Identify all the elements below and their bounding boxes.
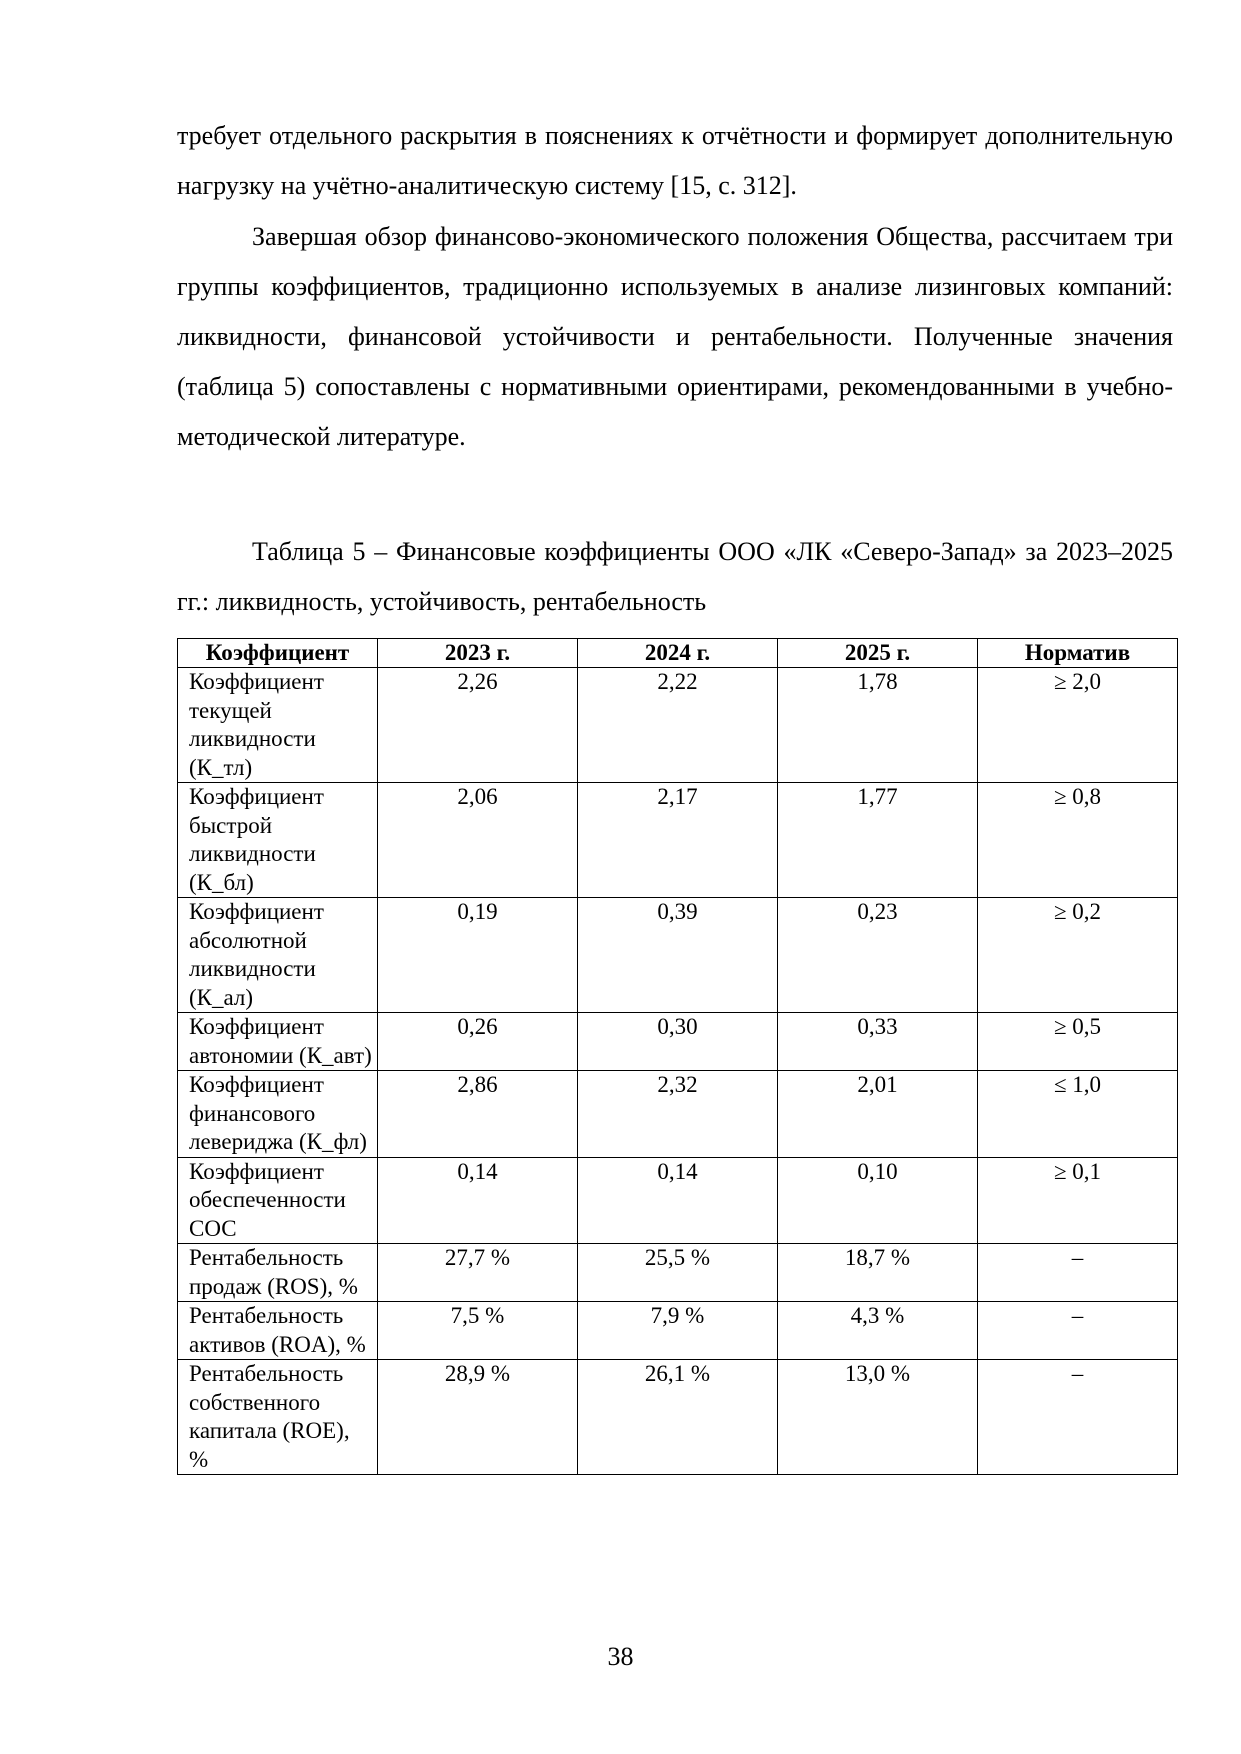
table-header-row: [178, 639, 1178, 668]
value-norm: –: [978, 1302, 1178, 1360]
table-row: [178, 668, 1178, 783]
row-name: Коэффициент автономии (К_авт): [178, 1013, 378, 1071]
row-name: Коэффициент обеспеченности СОС: [178, 1157, 378, 1244]
value-2024: 25,5 %: [578, 1244, 778, 1302]
column-header-norm: Норматив: [978, 639, 1178, 668]
value-2025: 0,23: [778, 898, 978, 1013]
column-header-2024: 2024 г.: [578, 639, 778, 668]
value-2024: 7,9 %: [578, 1302, 778, 1360]
row-name: Коэффициент быстрой ликвидности (К_бл): [178, 783, 378, 898]
row-name: Коэффициент абсолютной ликвидности (К_ал): [178, 898, 378, 1013]
value-2024: 2,22: [578, 668, 778, 783]
paragraph-continuation: требует отдельного раскрытия в пояснениях к отчётности и формирует дополнительную нагрузку на учётно-аналитическую систему [15, с. 312].: [177, 121, 1173, 200]
value-2023: 28,9 %: [378, 1360, 578, 1475]
value-2024: 2,32: [578, 1071, 778, 1158]
value-2023: 2,26: [378, 668, 578, 783]
table-row: [178, 898, 1178, 1013]
value-norm: –: [978, 1360, 1178, 1475]
row-name: Рентабельность активов (ROA), %: [178, 1302, 378, 1360]
value-norm: ≥ 2,0: [978, 668, 1178, 783]
value-2023: 0,19: [378, 898, 578, 1013]
paragraph-coefficients-intro: Завершая обзор финансово-экономического положения Общества, рассчитаем три группы коэффициентов, традиционно используемых в анализе лизинговых компаний: ликвидности, финансовой устойчивости и рентабельности. Полученные значения (таблица 5) сопоставлены с нормативными ориентирами, рекомендованными в учебно-методической литературе.: [177, 222, 1173, 451]
value-2024: 0,30: [578, 1013, 778, 1071]
value-2023: 2,06: [378, 783, 578, 898]
table-row: [178, 1244, 1178, 1302]
value-2024: 0,39: [578, 898, 778, 1013]
value-2025: 13,0 %: [778, 1360, 978, 1475]
value-2024: 26,1 %: [578, 1360, 778, 1475]
financial-ratios-table: [177, 638, 1178, 1475]
value-2025: 1,78: [778, 668, 978, 783]
value-2025: 18,7 %: [778, 1244, 978, 1302]
row-name: Коэффициент финансового левериджа (К_фл): [178, 1071, 378, 1158]
value-2024: 0,14: [578, 1157, 778, 1244]
value-norm: ≥ 0,1: [978, 1157, 1178, 1244]
value-norm: ≤ 1,0: [978, 1071, 1178, 1158]
value-2025: 0,10: [778, 1157, 978, 1244]
table-row: [178, 1071, 1178, 1158]
value-2025: 4,3 %: [778, 1302, 978, 1360]
value-norm: ≥ 0,5: [978, 1013, 1178, 1071]
column-header-coefficient: Коэффициент: [178, 639, 378, 668]
value-2025: 1,77: [778, 783, 978, 898]
value-2023: 0,14: [378, 1157, 578, 1244]
column-header-2025: 2025 г.: [778, 639, 978, 668]
table-row: [178, 1013, 1178, 1071]
value-2023: 27,7 %: [378, 1244, 578, 1302]
row-name: Коэффициент текущей ликвидности (К_тл): [178, 668, 378, 783]
table-row: [178, 1302, 1178, 1360]
row-name: Рентабельность продаж (ROS), %: [178, 1244, 378, 1302]
row-name: Рентабельность собственного капитала (ROE), %: [178, 1360, 378, 1475]
value-2025: 2,01: [778, 1071, 978, 1158]
table-row: [178, 1360, 1178, 1475]
value-2025: 0,33: [778, 1013, 978, 1071]
value-2024: 2,17: [578, 783, 778, 898]
column-header-2023: 2023 г.: [378, 639, 578, 668]
value-norm: ≥ 0,8: [978, 783, 1178, 898]
value-2023: 7,5 %: [378, 1302, 578, 1360]
value-2023: 2,86: [378, 1071, 578, 1158]
table-row: [178, 783, 1178, 898]
page-number: 38: [607, 1642, 634, 1671]
value-norm: ≥ 0,2: [978, 898, 1178, 1013]
table-caption: Таблица 5 – Финансовые коэффициенты ООО «ЛК «Северо-Запад» за 2023–2025 гг.: ликвидность, устойчивость, рентабельность: [177, 537, 1173, 616]
table-row: [178, 1157, 1178, 1244]
value-norm: –: [978, 1244, 1178, 1302]
value-2023: 0,26: [378, 1013, 578, 1071]
